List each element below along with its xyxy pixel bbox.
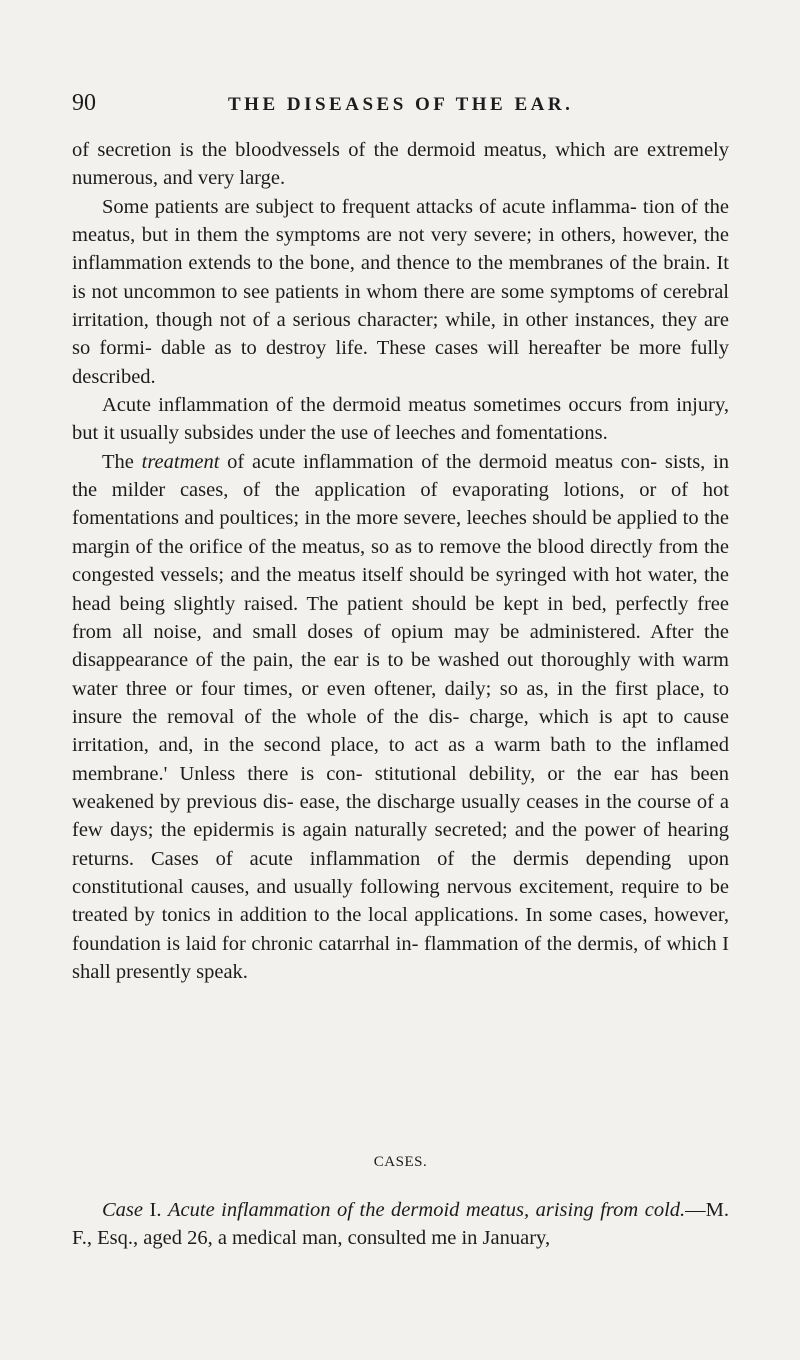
case-label: Case xyxy=(102,1199,143,1221)
case-entry xyxy=(72,1196,729,1253)
treatment-term: treatment xyxy=(141,450,220,473)
case-paragraph xyxy=(72,1196,729,1253)
page-header xyxy=(72,88,740,118)
case-text: —M. F., Esq., aged 26, a medical man, consulted me in January, xyxy=(72,1199,730,1250)
paragraph-continuation: of secretion is the bloodvessels of the dermoid meatus, which are extremely numerous, and very large. xyxy=(72,139,729,190)
paragraph-recurrent-attacks: Some patients are subject to frequent attacks of acute inflamma- tion of the meatus, but in them the symptoms are not very severe; in others, however, the inflammation extends to the bone, and thence to the membranes of the brain. It is not uncommon to see patients in whom there are some symptoms of cerebral irritation, though not of a serious character; while, in other instances, they are so formi- dable as to destroy life. These cases will hereafter be more fully described. xyxy=(72,195,729,388)
treatment-lead: The xyxy=(102,450,142,473)
case-numeral: I. xyxy=(143,1199,168,1221)
body-text xyxy=(72,136,729,986)
running-head: THE DISEASES OF THE EAR. xyxy=(228,94,574,115)
section-heading-cases: CASES. xyxy=(373,1154,428,1170)
page-number: 90 xyxy=(72,90,96,116)
paragraph-treatment xyxy=(72,448,729,987)
paragraph-injury: Acute inflammation of the dermoid meatus sometimes occurs from injury, but it usually subsides under the use of leeches and fomentations. xyxy=(72,394,729,445)
treatment-text: of acute inflammation of the dermoid meatus con- sists, in the milder cases, of the application of evaporating lotions, or of hot fomentations and poultices; in the more severe, leeches should be applied to the margin of the orifice of the meatus, so as to remove the blood directly from the congested vessels; and the meatus itself should be syringed with hot water, the head being slightly raised. The patient should be kept in bed, perfectly free from all noise, and small doses of opium may be administered. After the disappearance of the pain, the ear is to be washed out thoroughly with warm water three or four times, or even oftener, daily; so as, in the first place, to insure the removal of the whole of the dis- charge, which is apt to cause irritation, and, in the second place, to act as a warm bath to the inflamed membrane.' Unless there is con- stitutional debility, or the ear has been weakened by previous dis- ease, the discharge usually ceases in the course of a few days; the epidermis is again naturally secreted; and the power of hearing returns. Cases of acute inflammation of the dermis depending upon constitutional causes, and usually following nervous excitement, require to be treated by tonics in addition to the local applications. In some cases, however, foundation is laid for chronic catarrhal in- flammation of the dermis, of which I shall presently speak. xyxy=(72,450,730,983)
case-title: Acute inflammation of the dermoid meatus, arising from cold. xyxy=(168,1199,686,1221)
